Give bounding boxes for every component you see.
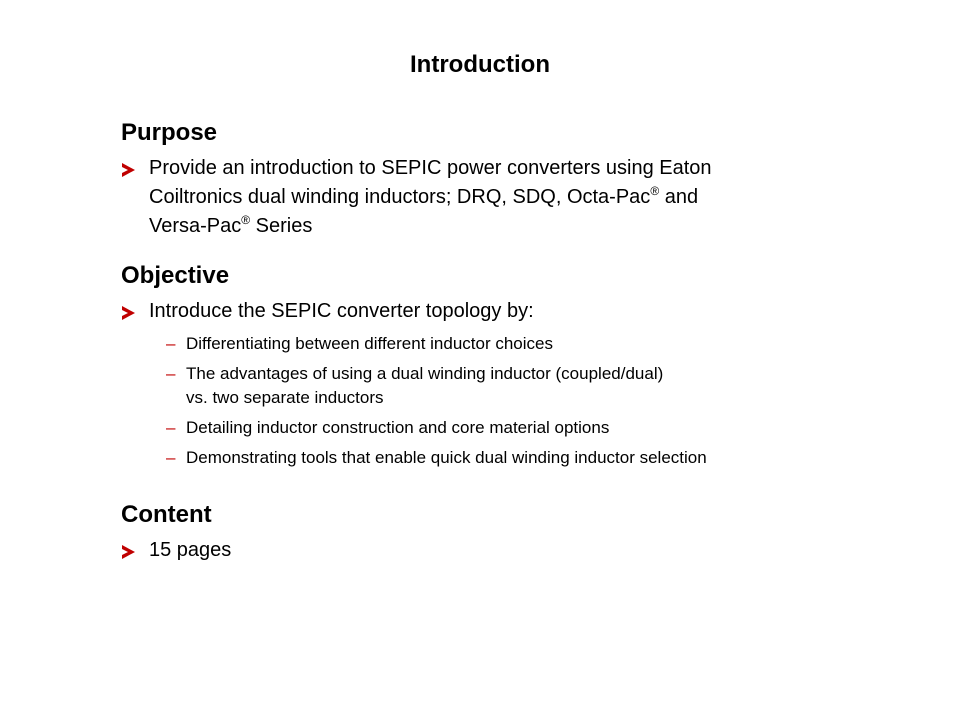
- objective-heading: Objective: [121, 262, 230, 289]
- sub-item-text: Differentiating between different inductor choices: [186, 334, 553, 353]
- registered-mark: ®: [241, 213, 251, 227]
- purpose-heading: Purpose: [121, 119, 218, 146]
- objective-sub-list: [121, 332, 881, 470]
- content-heading: Content: [121, 501, 212, 528]
- content-section: [121, 500, 881, 565]
- purpose-line-1: Provide an introduction to SEPIC power converters using Eaton: [149, 157, 712, 179]
- objective-bullet-text: Introduce the SEPIC converter topology by:: [149, 300, 534, 322]
- content-bullet: [121, 536, 881, 565]
- dash-bullet-icon: –: [166, 448, 176, 467]
- sub-item: [166, 416, 881, 440]
- objective-bullet: [121, 297, 881, 326]
- dash-bullet-icon: –: [166, 334, 176, 353]
- slide-title: Introduction: [410, 51, 550, 78]
- arrow-bullet-icon: [122, 306, 135, 320]
- objective-section: [121, 261, 881, 476]
- content-bullet-text: 15 pages: [149, 539, 232, 561]
- purpose-section: [121, 118, 881, 241]
- purpose-line-3-text: Versa-Pac: [149, 215, 242, 237]
- sub-item-text: Demonstrating tools that enable quick dual winding inductor selection: [186, 448, 707, 467]
- sub-item: [166, 446, 881, 470]
- purpose-line-3-end: Series: [250, 215, 313, 237]
- arrow-bullet-icon: [122, 545, 135, 559]
- dash-bullet-icon: –: [166, 364, 176, 383]
- sub-item-text: Detailing inductor construction and core material options: [186, 418, 610, 437]
- dash-bullet-icon: –: [166, 418, 176, 437]
- purpose-line-2: [149, 186, 698, 208]
- purpose-line-3: [149, 215, 312, 237]
- purpose-line-2-end: and: [659, 186, 699, 208]
- purpose-bullet: [121, 154, 881, 241]
- purpose-line-2-text: Coiltronics dual winding inductors; DRQ, SDQ, Octa-Pac: [149, 186, 651, 208]
- sub-item: [166, 362, 881, 410]
- registered-mark: ®: [650, 184, 660, 198]
- sub-item: [166, 332, 881, 356]
- arrow-bullet-icon: [122, 163, 135, 177]
- sub-item-text: The advantages of using a dual winding inductor (coupled/dual): [186, 364, 664, 383]
- sub-item-text-cont: vs. two separate inductors: [186, 388, 384, 407]
